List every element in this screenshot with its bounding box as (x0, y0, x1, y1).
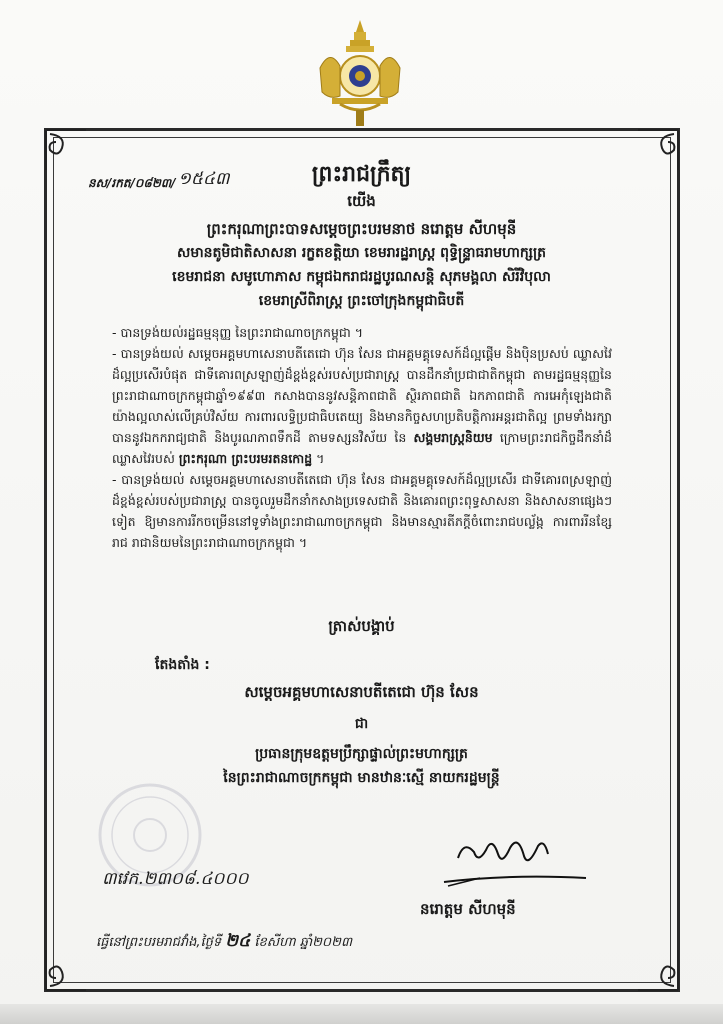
document-title: ព្រះរាជក្រឹត្យ (311, 162, 412, 187)
preamble-paragraph-2-text: - បានទ្រង់យល់ សម្តេចអគ្គមហាសេនាបតីតេជោ ហ៊ុន សែន ជាអគ្គមគ្គុទេសក៍ដ៏ល្អផ្តើម និងប៉ិនប្រសប់ ឈ្លាសវៃដ៏ល្អប្រសើរបំផុត ជាទីគោរពស្រឡាញ់ដ៏ខ្ពង់ខ្ពស់របស់ប្រជារាស្ត្រ បានដឹកនាំប្រជាជាតិកម្ពុជា តាមរដ្ឋធម្មនុញ្ញនៃព្រះរាជាណាចក្រកម្ពុជាឆ្នាំ១៩៩៣ កសាងបាននូវសន្តិភាពជាតិ ស្ថិរភាពជាតិ ឯកភាពជាតិ ការអេកុំឡេងជាតិយ៉ាងល្អលាស់លើគ្រប់វិស័យ ការពារលទ្ធិប្រជាធិបតេយ្យ និងមានកិច្ចសហប្រតិបត្តិការអន្តរជាតិល្អ ព្រមទាំងរក្សាបាននូវឯកករាជ្យជាតិ និងបូរណភាពទឹកដី តាមទស្សនវិស័យ នៃ (112, 346, 612, 445)
as-label: ជា (354, 716, 369, 732)
page-edge (0, 1004, 723, 1024)
date-prefix: ធ្វើនៅព្រះបរមរាជវាំង,ថ្ងៃទី (96, 935, 222, 950)
royal-coat-of-arms-icon (310, 18, 410, 128)
preamble-paragraph-2 (112, 343, 612, 469)
king-title-line-1: ព្រះករុណាព្រះបាទសម្តេចព្រះបរមនាថ នរោត្តម សីហមុនី (206, 220, 517, 238)
role-line-1: ប្រធានក្រុមឧត្តមប្រឹក្សាផ្ទាល់ព្រះមហាក្សត្រ (255, 746, 468, 762)
king-title-line-3: ខេមរាជនា សមូហោភាស កម្ពុជឯករាជរដ្ឋបូរណសន្តិ សុភមង្គលា សិរីវិបុលា (172, 269, 551, 285)
reference-number: នស/រកត/០៨២៣/ (88, 176, 176, 190)
signer-name: នរោត្តម សីហមុនី (420, 900, 516, 918)
handwritten-code: ៣វេក.២៣០៨.៤០០០ (102, 869, 249, 889)
date-suffix: ខែសីហា ឆ្នាំ២០២៣ (254, 935, 353, 950)
decree-heading: ត្រាស់បង្គាប់ (328, 617, 395, 635)
subject-we: យើង (347, 192, 376, 210)
preamble-paragraph-2-cont: ក្រោមព្រះរាជកិច្ចដឹកនាំដ៏ឈ្លាសវៃរបស់ (112, 430, 612, 466)
date-day: ២៤ (225, 931, 251, 951)
issue-date (96, 930, 352, 955)
corner-ornament-icon (636, 948, 680, 992)
king-title-line-4: ខេមរាស្រីពិរាស្ត្រ ព្រះចៅក្រុងកម្ពុជាធិបតី (258, 293, 465, 309)
corner-ornament-icon (44, 948, 88, 992)
reference-handwritten: ១៥៤៣ (178, 169, 230, 189)
preamble-paragraph-2-end: ។ (312, 451, 325, 466)
appoint-label: តែងតាំង : (155, 657, 210, 673)
preamble-bold-term: សង្គមរាស្ត្រនិយម (413, 430, 493, 445)
preamble-paragraph-3: - បានទ្រង់យល់ សម្តេចអគ្គមហាសេនាបតីតេជោ ហ៊ុន សែន ជាអគ្គមគ្គុទេសក៍ដ៏ល្អប្រសើរ ជាទីគោរពស្រឡាញ់ដ៏ខ្ពង់ខ្ពស់របស់ប្រជារាស្ត្រ បានចូលរួមដឹកនាំកសាងប្រទេសជាតិ និងគោរពព្រះពុទ្ធសាសនា និងសាសនាផ្សេងៗទៀត ឱ្យមានការរីកចម្រើននៅទូទាំងព្រះរាជាណាចក្រកម្ពុជា និងមានស្មារតីភក្តីចំពោះរាជបល្ល័ង្ក ការពាររីនខ្សែរាជ រាជានិយមនៃព្រះរាជាណាចក្រកម្ពុជា ។ (112, 472, 612, 550)
royal-signature-icon (440, 830, 590, 890)
preamble-body (112, 322, 612, 553)
preamble-paragraph-1: - បានទ្រង់យល់រដ្ឋធម្មនុញ្ញ នៃព្រះរាជាណាចក្រកម្ពុជា ។ (112, 325, 363, 340)
preamble-bold-king: ព្រះករុណា ព្រះបរមរតនកោដ្ឋ (178, 451, 313, 466)
role-line-2: នៃព្រះរាជាណាចក្រកម្ពុជា មានឋានៈស្មើ នាយករដ្ឋមន្ត្រី (223, 770, 500, 786)
king-title-line-2: សមានតូមិជាតិសាសនា រក្ខតខត្តិយា ខេមរារដ្ឋរាស្ត្រ ពុទ្ធិន្ទ្រាធរាមហាក្សត្រ (177, 245, 546, 261)
appointee-name: សម្តេចអគ្គមហាសេនាបតីតេជោ ហ៊ុន សែន (244, 683, 479, 701)
